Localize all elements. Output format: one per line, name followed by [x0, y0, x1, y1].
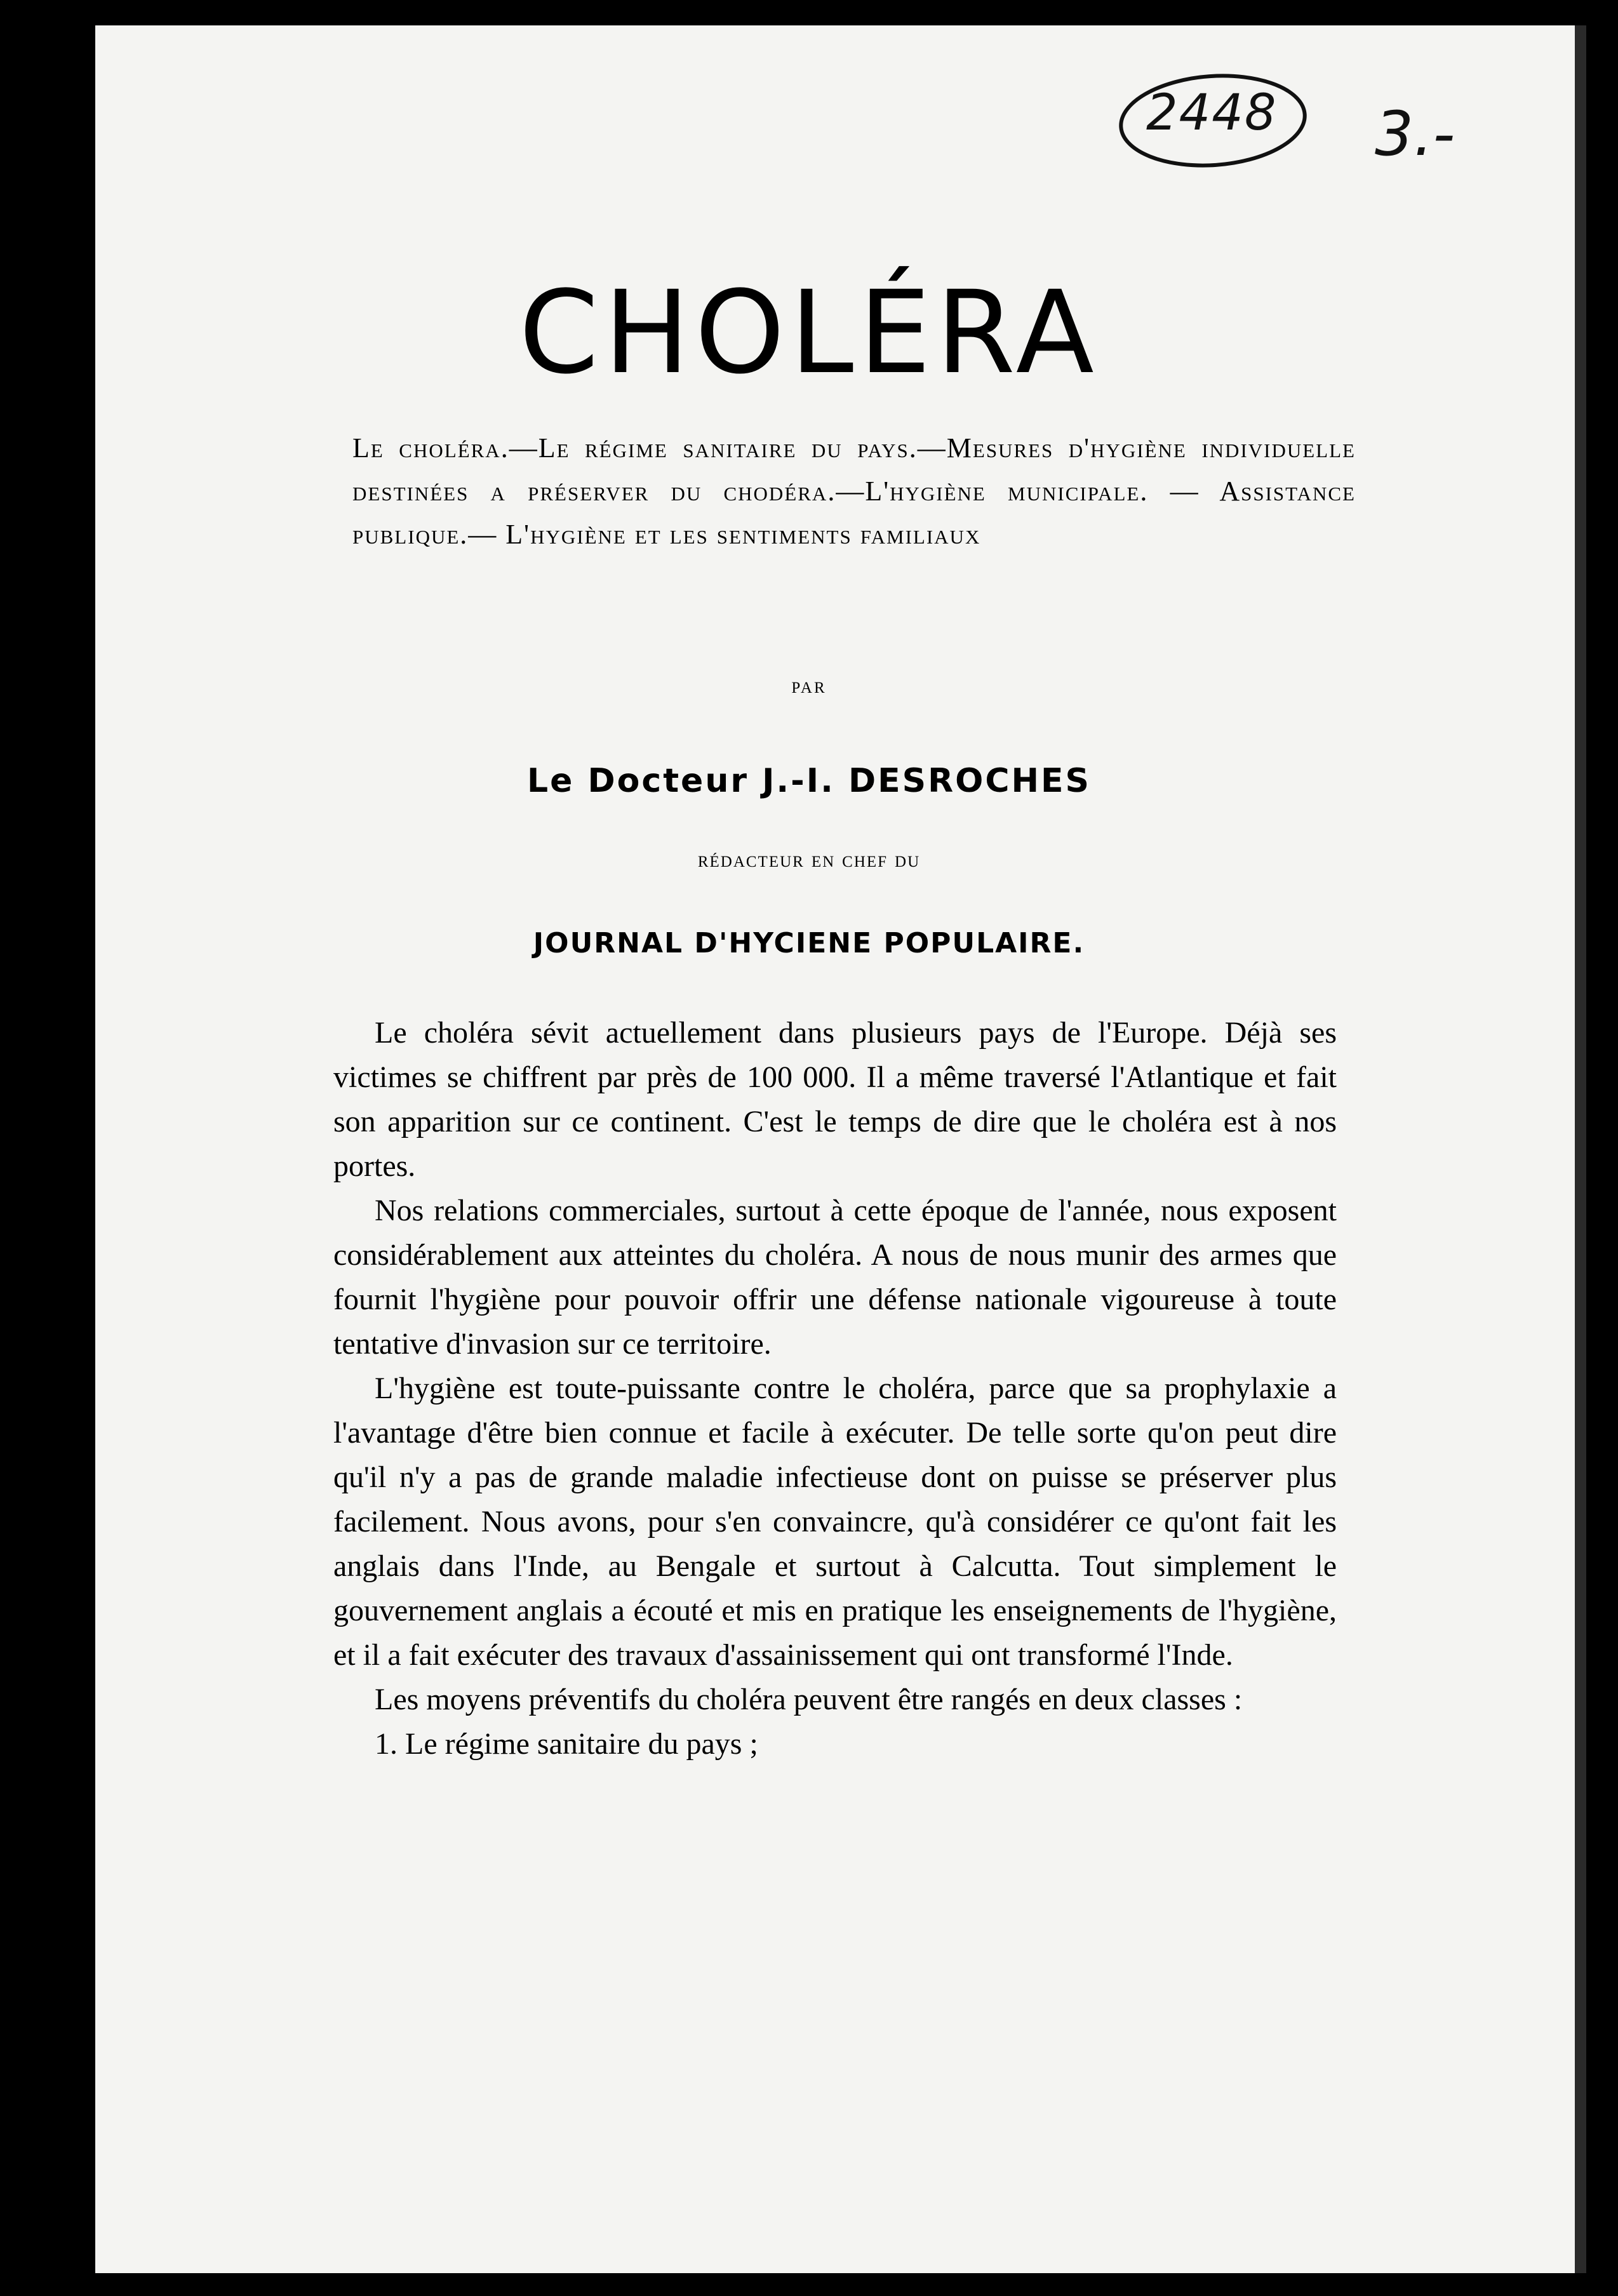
document-title: CHOLÉRA [519, 267, 1099, 399]
catalog-number-annotation [1114, 67, 1311, 175]
paragraph: Les moyens préventifs du choléra peuvent être rangés en deux classes : [375, 1683, 1243, 1716]
author-name: Le Docteur J.-I. DESROCHES [526, 762, 1092, 800]
byline-par: par [791, 672, 827, 698]
paragraph: Nos relations commerciales, surtout à cette époque de l'année, nous exposent considérablement aux atteintes du choléra. A nous de nous munir des armes que fournit l'hygiène pour pouvoir offrir une défense nationale vigoureuse à toute tentative d'invasion sur ce territoire. [333, 1194, 1337, 1361]
journal-name: JOURNAL D'HYCIENE POPULAIRE. [533, 927, 1085, 959]
paragraph: L'hygiène est toute-puissante contre le choléra, parce que sa prophylaxie a l'avantage d'être bien connue et facile à exécuter. De telle sorte qu'on peut dire qu'il n'y a pas de grande maladie infectieuse dont on puisse se préserver plus facilement. Nous avons, pour s'en convaincre, qu'à considérer ce qu'ont fait les anglais dans l'Inde, au Bengale et surtout à Calcutta. Tout simplement le gouvernement anglais a écouté et mis en pratique les enseignements de l'hygiène, et il a fait exécuter des travaux d'assainissement qui ont transformé l'Inde. [333, 1372, 1337, 1672]
body-text [333, 1011, 1337, 1766]
author-role: rédacteur en chef du [697, 846, 921, 872]
paragraph: Le choléra sévit actuellement dans plusieurs pays de l'Europe. Déjà ses victimes se chiffrent par près de 100 000. Il a même traversé l'Atlantique et fait son apparition sur ce continent. C'est le temps de dire que le choléra est à nos portes. [333, 1016, 1337, 1183]
price-annotation: 3.- [1375, 98, 1455, 170]
list-item: 1. Le régime sanitaire du pays ; [375, 1727, 758, 1761]
catalog-number: 2448 [1146, 84, 1278, 142]
topics-summary: Le choléra.—Le régime sanitaire du pays.—Mesures d'hygiène individuelle destinées a préserver du chodéra.—L'hygiène municipale. — Assistance publique.— L'hygiène et les sentiments familiaux [352, 432, 1356, 550]
